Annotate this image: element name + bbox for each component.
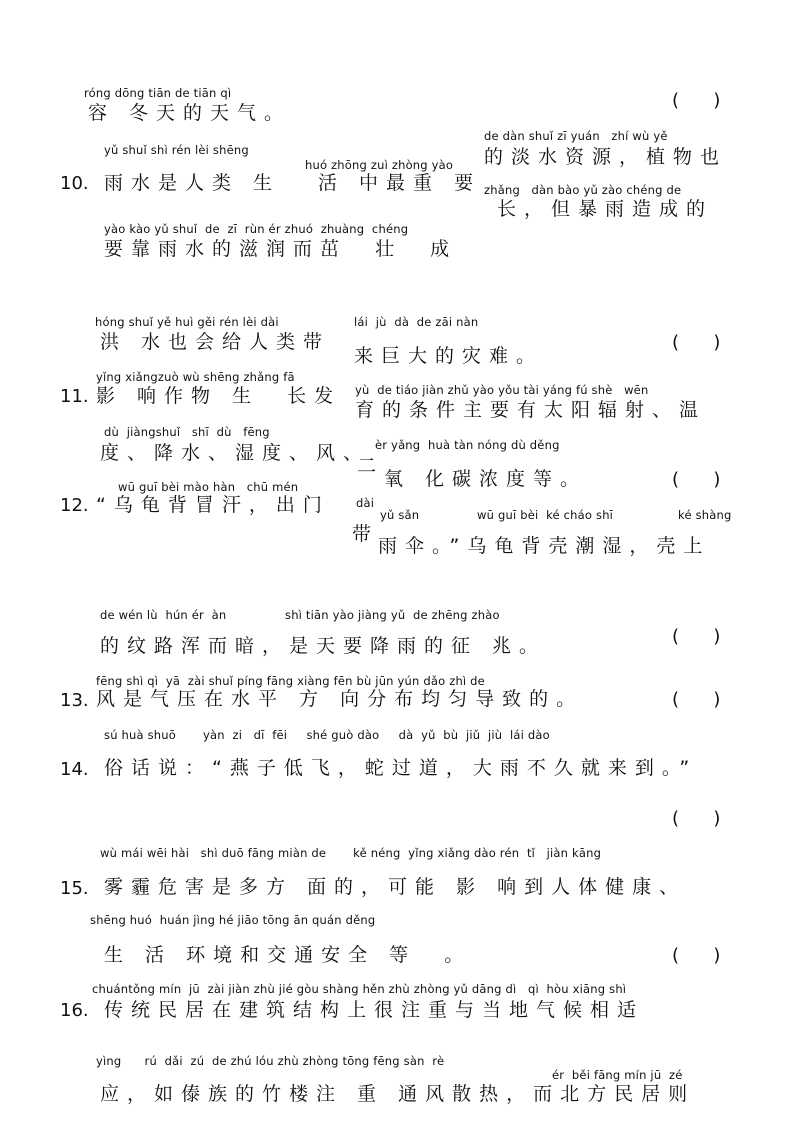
pinyin-line: dù jiàngshuǐ shī dù fēng — [104, 425, 270, 439]
pinyin-line: shēng huó huán jìng hé jiāo tōng ān quán děng — [90, 913, 376, 927]
question-text: 活 中最重 要 — [318, 172, 482, 194]
pinyin-line: hóng shuǐ yě huì gěi rén lèi dài — [95, 315, 279, 329]
question-text: 氧 化碳浓度等。 — [384, 468, 588, 490]
pinyin-line: wū guī bèi ké cháo shī — [477, 508, 614, 522]
question-text: 二 — [357, 455, 385, 477]
question-text: 影 响作物 生 长发 — [96, 385, 342, 407]
answer-bracket[interactable]: ( ) — [672, 689, 721, 710]
pinyin-line: yǐng xiǎngzuò wù shēng zhǎng fā — [96, 370, 295, 384]
answer-bracket[interactable]: ( ) — [672, 469, 721, 490]
question-text: 雨伞。”乌龟背壳潮湿，壳上 — [378, 535, 711, 557]
pinyin-line: fēng shì qì yā zài shuǐ píng fāng xiàng fēn bù jūn yún dǎo zhì de — [96, 674, 485, 688]
pinyin-line: ér běi fāng mín jū zé — [552, 1068, 683, 1082]
pinyin-line: de wén lù hún ér àn — [100, 608, 227, 622]
answer-bracket[interactable]: ( ) — [672, 626, 721, 647]
question-text: 雨水是人类 生 — [104, 172, 281, 194]
pinyin-line: dài — [356, 496, 375, 510]
pinyin-line: wù mái wēi hài shì duō fāng miàn de kě néng yǐng xiǎng dào rén tǐ jiàn kāng — [100, 846, 602, 860]
question-text: 的淡水资源，植物也 — [484, 146, 728, 168]
question-text: 带 — [352, 523, 380, 545]
pinyin-line: yù de tiáo jiàn zhǔ yào yǒu tài yáng fú shè wēn — [355, 383, 649, 397]
pinyin-line: lái jù dà de zāi nàn — [354, 315, 479, 329]
pinyin-line: de dàn shuǐ zī yuán zhí wù yě — [484, 129, 668, 143]
answer-bracket[interactable]: ( ) — [672, 808, 721, 829]
question-text: 度、降水、湿度、风、 — [100, 442, 371, 464]
question-text: 长，但暴雨造成的 — [497, 198, 714, 220]
question-number: 14. — [60, 759, 89, 780]
question-number: 11. — [60, 386, 89, 407]
pinyin-line: èr yǎng huà tàn nóng dù děng — [375, 438, 560, 452]
question-number: 12. — [60, 495, 89, 516]
question-text: 来巨大的灾难。 — [354, 345, 544, 367]
pinyin-line: huó zhōng zuì zhòng yào — [305, 158, 454, 172]
question-text: 雾霾危害是多方 面的，可能 影 响到人体健康、 — [104, 876, 687, 898]
pinyin-line: yào kào yǔ shuǐ de zī rùn ér zhuó zhuàng chéng — [104, 222, 409, 236]
pinyin-line: yǔ shuǐ shì rén lèi shēng — [104, 143, 249, 157]
question-number: 15. — [60, 878, 89, 899]
pinyin-line: zhǎng dàn bào yǔ zào chéng de — [484, 183, 682, 197]
question-text: 育的条件主要有太阳辐射、温 — [355, 399, 707, 421]
question-number: 13. — [60, 690, 89, 711]
question-text: 洪 水也会给人类带 — [100, 331, 331, 353]
question-text: 容 冬天的天气。 — [88, 102, 292, 124]
pinyin-line: róng dōng tiān de tiān qì — [84, 86, 232, 100]
question-number: 10. — [60, 173, 89, 194]
question-text: 的纹路浑而暗，是天要降雨的征 兆。 — [100, 635, 547, 657]
question-text: 传统民居在建筑结构上很注重与当地气候相适 — [104, 999, 645, 1021]
question-text: “乌龟背冒汗，出门 — [96, 494, 330, 516]
question-text: 要靠雨水的滋润而茁 壮 成 — [104, 238, 458, 260]
answer-bracket[interactable]: ( ) — [672, 945, 721, 966]
question-text: 生 活 环境和交通安全 等 。 — [104, 944, 472, 966]
pinyin-line: yìng rú dǎi zú de zhú lóu zhù zhòng tōng fēng sàn rè — [96, 1054, 445, 1068]
pinyin-line: chuántǒng mín jū zài jiàn zhù jié gòu shàng hěn zhù zhòng yǔ dāng dì qì hòu xiāng shì — [92, 982, 627, 996]
pinyin-line: wū guī bèi mào hàn chū mén — [118, 480, 299, 494]
answer-bracket[interactable]: ( ) — [672, 332, 721, 353]
question-text: 应，如傣族的竹楼注 重 通风散热，而北方民居则 — [100, 1083, 696, 1105]
answer-bracket[interactable]: ( ) — [672, 90, 721, 111]
pinyin-line: ké shàng — [678, 508, 732, 522]
question-number: 16. — [60, 1000, 89, 1021]
pinyin-line: yǔ sǎn — [380, 508, 420, 522]
question-text: 风是气压在水平 方 向分布均匀导致的。 — [96, 688, 584, 710]
question-text: 俗话说：“燕子低飞，蛇过道，大雨不久就来到。” — [104, 757, 698, 779]
pinyin-line: sú huà shuō yàn zi dī fēi shé guò dào dà yǔ bù jiǔ jiù lái dào — [104, 728, 550, 742]
pinyin-line: shì tiān yào jiàng yǔ de zhēng zhào — [285, 608, 500, 622]
